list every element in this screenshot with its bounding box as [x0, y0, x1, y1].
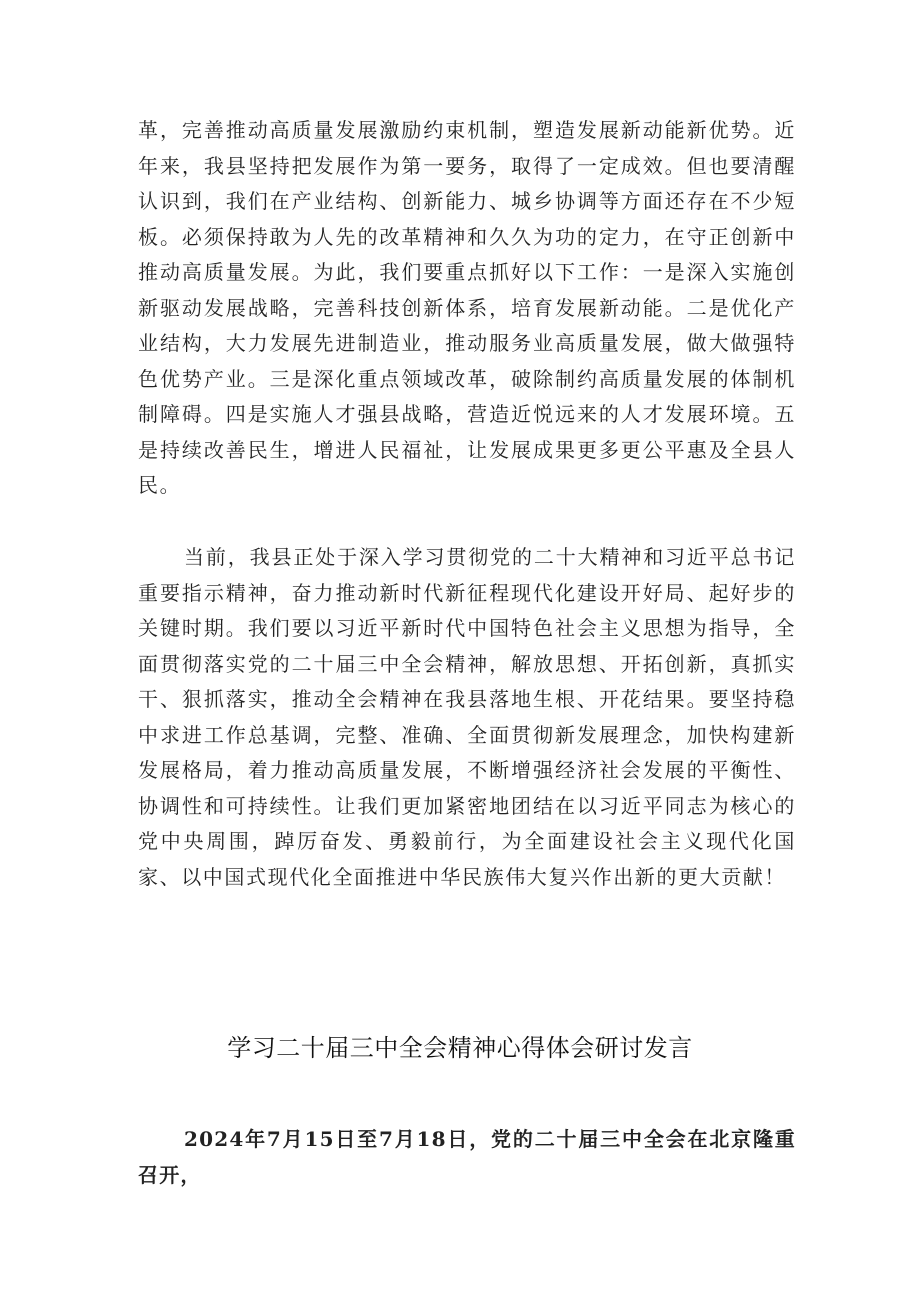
- paragraph-continuation: 革，完善推动高质量发展激励约束机制，塑造发展新动能新优势。近年来，我县坚持把发展作为第一要务，取得了一定成效。但也要清醒认识到，我们在产业结构、创新能力、城乡协调等方面还存在不少短板。必须保持敢为人先的改革精神和久久为功的定力，在守正创新中推动高质量发展。为此，我们要重点抓好以下工作：一是深入实施创新驱动发展战略，完善科技创新体系，培育发展新动能。二是优化产业结构，大力发展先进制造业，推动服务业高质量发展，做大做强特色优势产业。三是深化重点领域改革，破除制约高质量发展的体制机制障碍。四是实施人才强县战略，营造近悦远来的人才发展环境。五是持续改善民生，增进人民福祉，让发展成果更多更公平惠及全县人民。: [138, 118, 796, 497]
- section-title: 学习二十届三中全会精神心得体会研讨发言: [227, 1034, 693, 1062]
- section-first-line: 2024年7月15日至7月18日，党的二十届三中全会在北京隆重召开，: [138, 1127, 796, 1187]
- paragraph-closing: 当前，我县正处于深入学习贯彻党的二十大精神和习近平总书记重要指示精神，奋力推动新时代新征程现代化建设开好局、起好步的关键时期。我们要以习近平新时代中国特色社会主义思想为指导，全面贯彻落实党的二十届三中全会精神，解放思想、开拓创新，真抓实干、狠抓落实，推动全会精神在我县落地生根、开花结果。要坚持稳中求进工作总基调，完整、准确、全面贯彻新发展理念，加快构建新发展格局，着力推动高质量发展，不断增强经济社会发展的平衡性、协调性和可持续性。让我们更加紧密地团结在以习近平同志为核心的党中央周围，踔厉奋发、勇毅前行，为全面建设社会主义现代化国家、以中国式现代化全面推进中华民族伟大复兴作出新的更大贡献！: [138, 545, 796, 889]
